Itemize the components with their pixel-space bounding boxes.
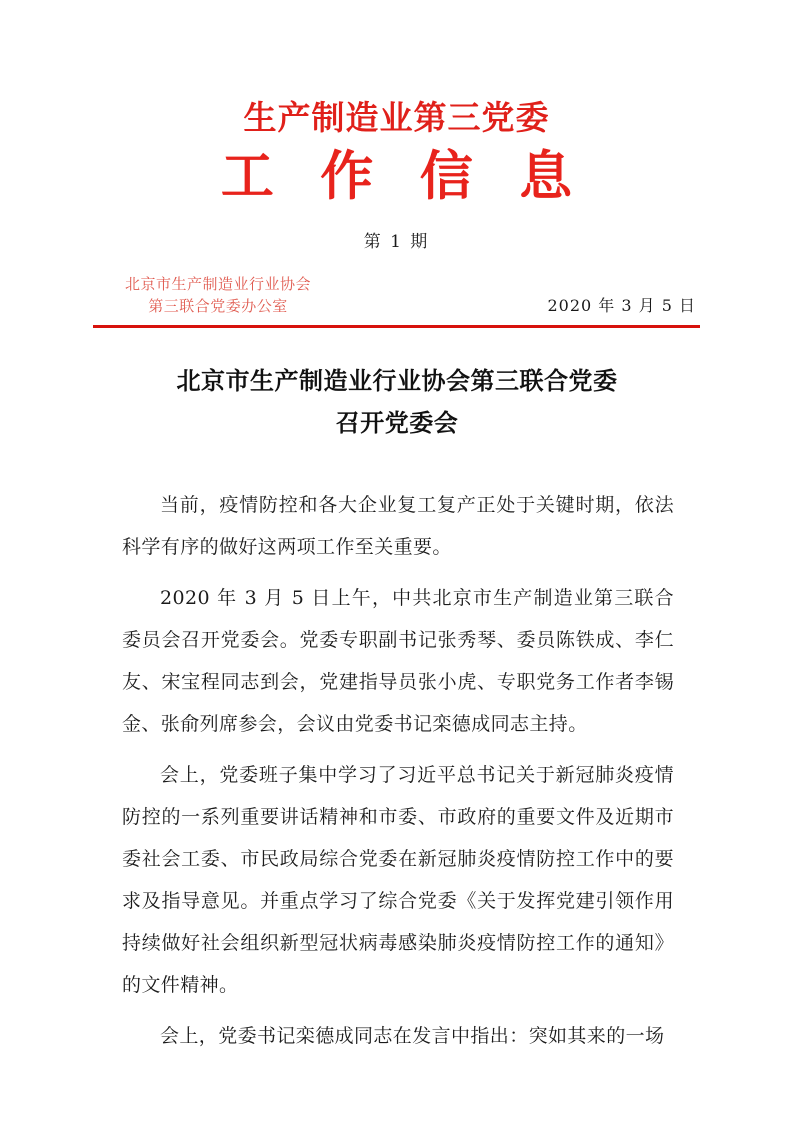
- document-body: [122, 484, 674, 1066]
- body-paragraph: 2020 年 3 月 5 日上午，中共北京市生产制造业第三联合委员会召开党委会。党委专职副书记张秀琴、委员陈铁成、李仁友、宋宝程同志到会，党建指导员张小虎、专职党务工作者李锡金、张俞列席参会，会议由党委书记栾德成同志主持。: [122, 587, 674, 735]
- document-title: [122, 360, 672, 444]
- publication-title: 工 作 信 息: [220, 144, 587, 207]
- document-title-line1: 北京市生产制造业行业协会第三联合党委: [176, 366, 618, 395]
- issuing-office-line2: 第三联合党委办公室: [148, 296, 288, 315]
- issuer-row: [93, 274, 700, 318]
- masthead-org-line: 生产制造业第三党委: [243, 98, 550, 137]
- masthead: [0, 0, 793, 252]
- issue-number: 第 1 期: [363, 232, 430, 253]
- red-divider-rule: [93, 325, 700, 328]
- body-paragraph: 会上，党委班子集中学习了习近平总书记关于新冠肺炎疫情防控的一系列重要讲话精神和市委、市政府的重要文件及近期市委社会工委、市民政局综合党委在新冠肺炎疫情防控工作中的要求及指导意见。并重点学习了综合党委《关于发挥党建引领作用持续做好社会组织新型冠状病毒感染肺炎疫情防控工作的通知》的文件精神。: [122, 764, 674, 996]
- body-paragraph: 会上，党委书记栾德成同志在发言中指出：突如其来的一场: [160, 1025, 665, 1047]
- issue-date: 2020 年 3 月 5 日: [547, 295, 696, 315]
- issuing-office: [93, 274, 343, 318]
- document-title-line2: 召开党委会: [335, 408, 459, 437]
- body-paragraph: 当前，疫情防控和各大企业复工复产正处于关键时期，依法科学有序的做好这两项工作至关重要。: [122, 494, 674, 558]
- issuing-office-line1: 北京市生产制造业行业协会: [124, 275, 311, 293]
